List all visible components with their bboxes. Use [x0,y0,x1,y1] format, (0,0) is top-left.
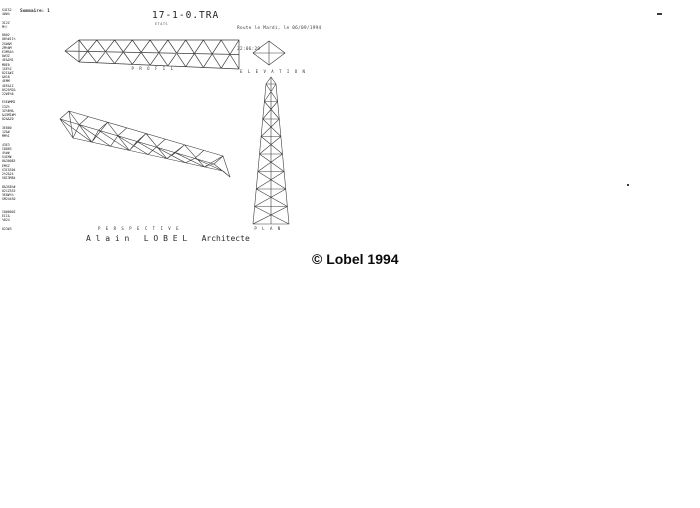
view-label-perspective: P E R S P E C T I V E [97,226,181,231]
sheet-title: 17-1-0.TRA [152,10,220,21]
view-label-plan: P L A N [254,226,282,231]
view-label-elevation: E L E V A T I O N [240,69,307,74]
plot-info-line1: Route le Mardi, le 06/09/1994 [237,26,322,31]
plot-info-line2: 22:06:29 [237,47,261,52]
sheet-subtitle: ETATS [155,22,169,26]
scan-speck [657,13,662,15]
sommaire-label: Sommaire: 1 [20,9,50,14]
perspective-drawing [58,98,234,182]
scan-speck [627,184,629,186]
view-label-profile: P R O F I L [131,66,175,71]
plan-diamond-drawing [252,40,286,66]
copyright-watermark: © Lobel 1994 [312,251,399,267]
tower-elevation-drawing [249,75,293,227]
signature: A l a i n L O B E L Architecte [86,234,250,243]
margin-noise-column: S4IS2 4##4 3I2Z M 8002 08%#I1% 2S#&M ZM%0M E3MS&% 0#3Z 4E&1MI M8E0 1SE%Z 82I&#Z &018 4EMM 4EE&1Z 0S21M2& 22#E%8 ESE#MM2 I3Z% 3Z%EM& &43MI#M 82&&Z0 3E800 1Z&# MM%I 43E3 I8883 4%## S4IM# 0&30083 EMSZ S3ISS04 2%2&24 S8I3M84 8&3S8%# 021ZSS3 3E8#%% SM244S0 I8#000Z EII& %824 023#3 [2,8,16,231]
sheet-2 [0,258,700,508]
